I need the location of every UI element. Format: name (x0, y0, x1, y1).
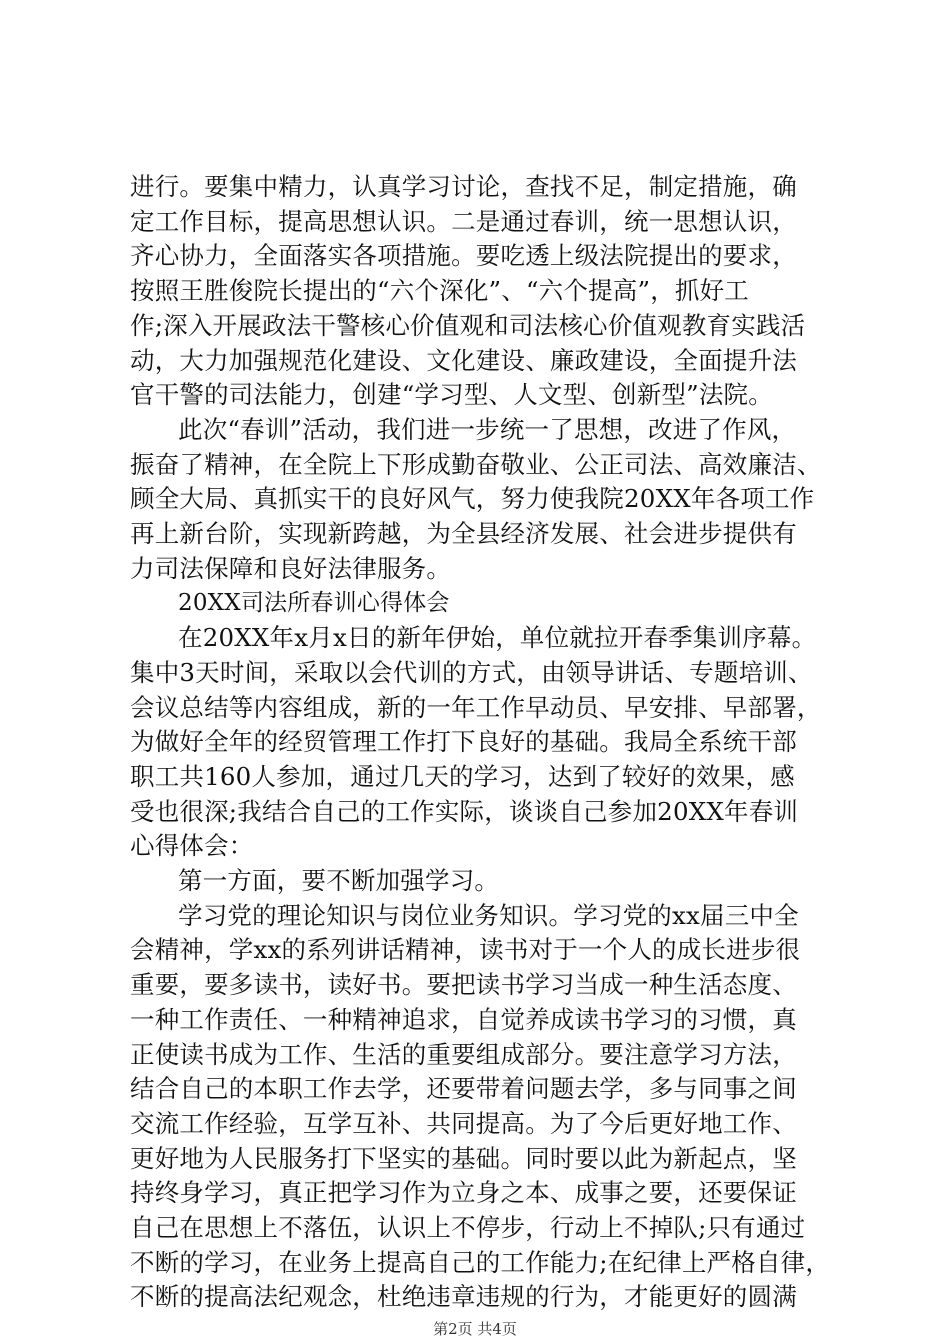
paragraph-start-line: 在20XX年x月x日的新年伊始，单位就拉开春季集训序幕。 (178, 623, 817, 653)
body-line: 按照王胜俊院长提出的“六个深化”、“六个提高”，抓好工 (130, 276, 749, 306)
body-line: 结合自己的本职工作去学，还要带着问题去学，多与同事之间 (130, 1074, 797, 1104)
body-line: 力司法保障和良好法律服务。 (130, 553, 452, 583)
body-line: 集中3天时间，采取以会代训的方式，由领导讲话、专题培训、 (130, 657, 813, 687)
section-title: 20XX司法所春训心得体会 (178, 590, 450, 617)
body-line: 心得体会： (130, 831, 254, 861)
page-footer: 第2页 共4页 (433, 1320, 517, 1338)
body-line: 受也很深;我结合自己的工作实际，谈谈自己参加20XX年春训 (130, 796, 799, 826)
body-line: 持终身学习，真正把学习作为立身之本、成事之要，还要保证 (130, 1178, 797, 1208)
body-line: 为做好全年的经贸管理工作打下良好的基础。我局全系统干部 (130, 727, 797, 757)
body-line: 自己在思想上不落伍，认识上不停步，行动上不掉队;只有通过 (130, 1213, 806, 1242)
body-line: 齐心协力，全面落实各项措施。要吃透上级法院提出的要求， (130, 241, 797, 271)
body-line: 正使读书成为工作、生活的重要组成部分。要注意学习方法， (130, 1039, 797, 1069)
body-line: 振奋了精神，在全院上下形成勤奋敬业、公正司法、高效廉洁、 (130, 449, 822, 479)
body-line: 官干警的司法能力，创建“学习型、人文型、创新型”法院。 (130, 380, 773, 410)
body-line: 顾全大局、真抓实干的良好风气，努力使我院20XX年各项工作 (130, 484, 815, 514)
body-line: 不断的学习，在业务上提高自己的工作能力;在纪律上严格自律， (130, 1247, 831, 1277)
paragraph-start-line: 此次“春训”活动，我们进一步统一了思想，改进了作风， (178, 414, 797, 444)
paragraph-heading-line: 第一方面，要不断加强学习。 (178, 866, 500, 895)
body-line: 再上新台阶，实现新跨越，为全县经济发展、社会进步提供有 (130, 519, 797, 548)
paragraph-start-line: 学习党的理论知识与岗位业务知识。学习党的xx届三中全 (178, 900, 799, 930)
body-line: 定工作目标，提高思想认识。二是通过春训，统一思想认识， (130, 206, 797, 236)
body-line: 会精神，学xx的系列讲话精神，读书对于一个人的成长进步很 (130, 935, 801, 965)
body-line: 交流工作经验，互学互补、共同提高。为了今后更好地工作、 (130, 1108, 797, 1138)
body-line: 更好地为人民服务打下坚实的基础。同时要以此为新起点，坚 (130, 1143, 797, 1173)
body-line: 职工共160人参加，通过几天的学习，达到了较好的效果，感 (130, 761, 795, 791)
body-line: 一种工作责任、一种精神追求，自觉养成读书学习的习惯，真 (130, 1004, 797, 1034)
body-line: 不断的提高法纪观念，杜绝违章违规的行为，才能更好的圆满 (130, 1282, 797, 1312)
body-line: 进行。要集中精力，认真学习讨论，查找不足，制定措施，确 (130, 172, 797, 201)
body-line: 动，大力加强规范化建设、文化建设、廉政建设，全面提升法 (130, 345, 797, 375)
body-line: 会议总结等内容组成，新的一年工作早动员、早安排、早部署， (130, 692, 822, 722)
body-line: 重要，要多读书，读好书。要把读书学习当成一种生活态度、 (130, 970, 797, 1000)
body-line: 作;深入开展政法干警核心价值观和司法核心价值观教育实践活 (130, 310, 806, 340)
